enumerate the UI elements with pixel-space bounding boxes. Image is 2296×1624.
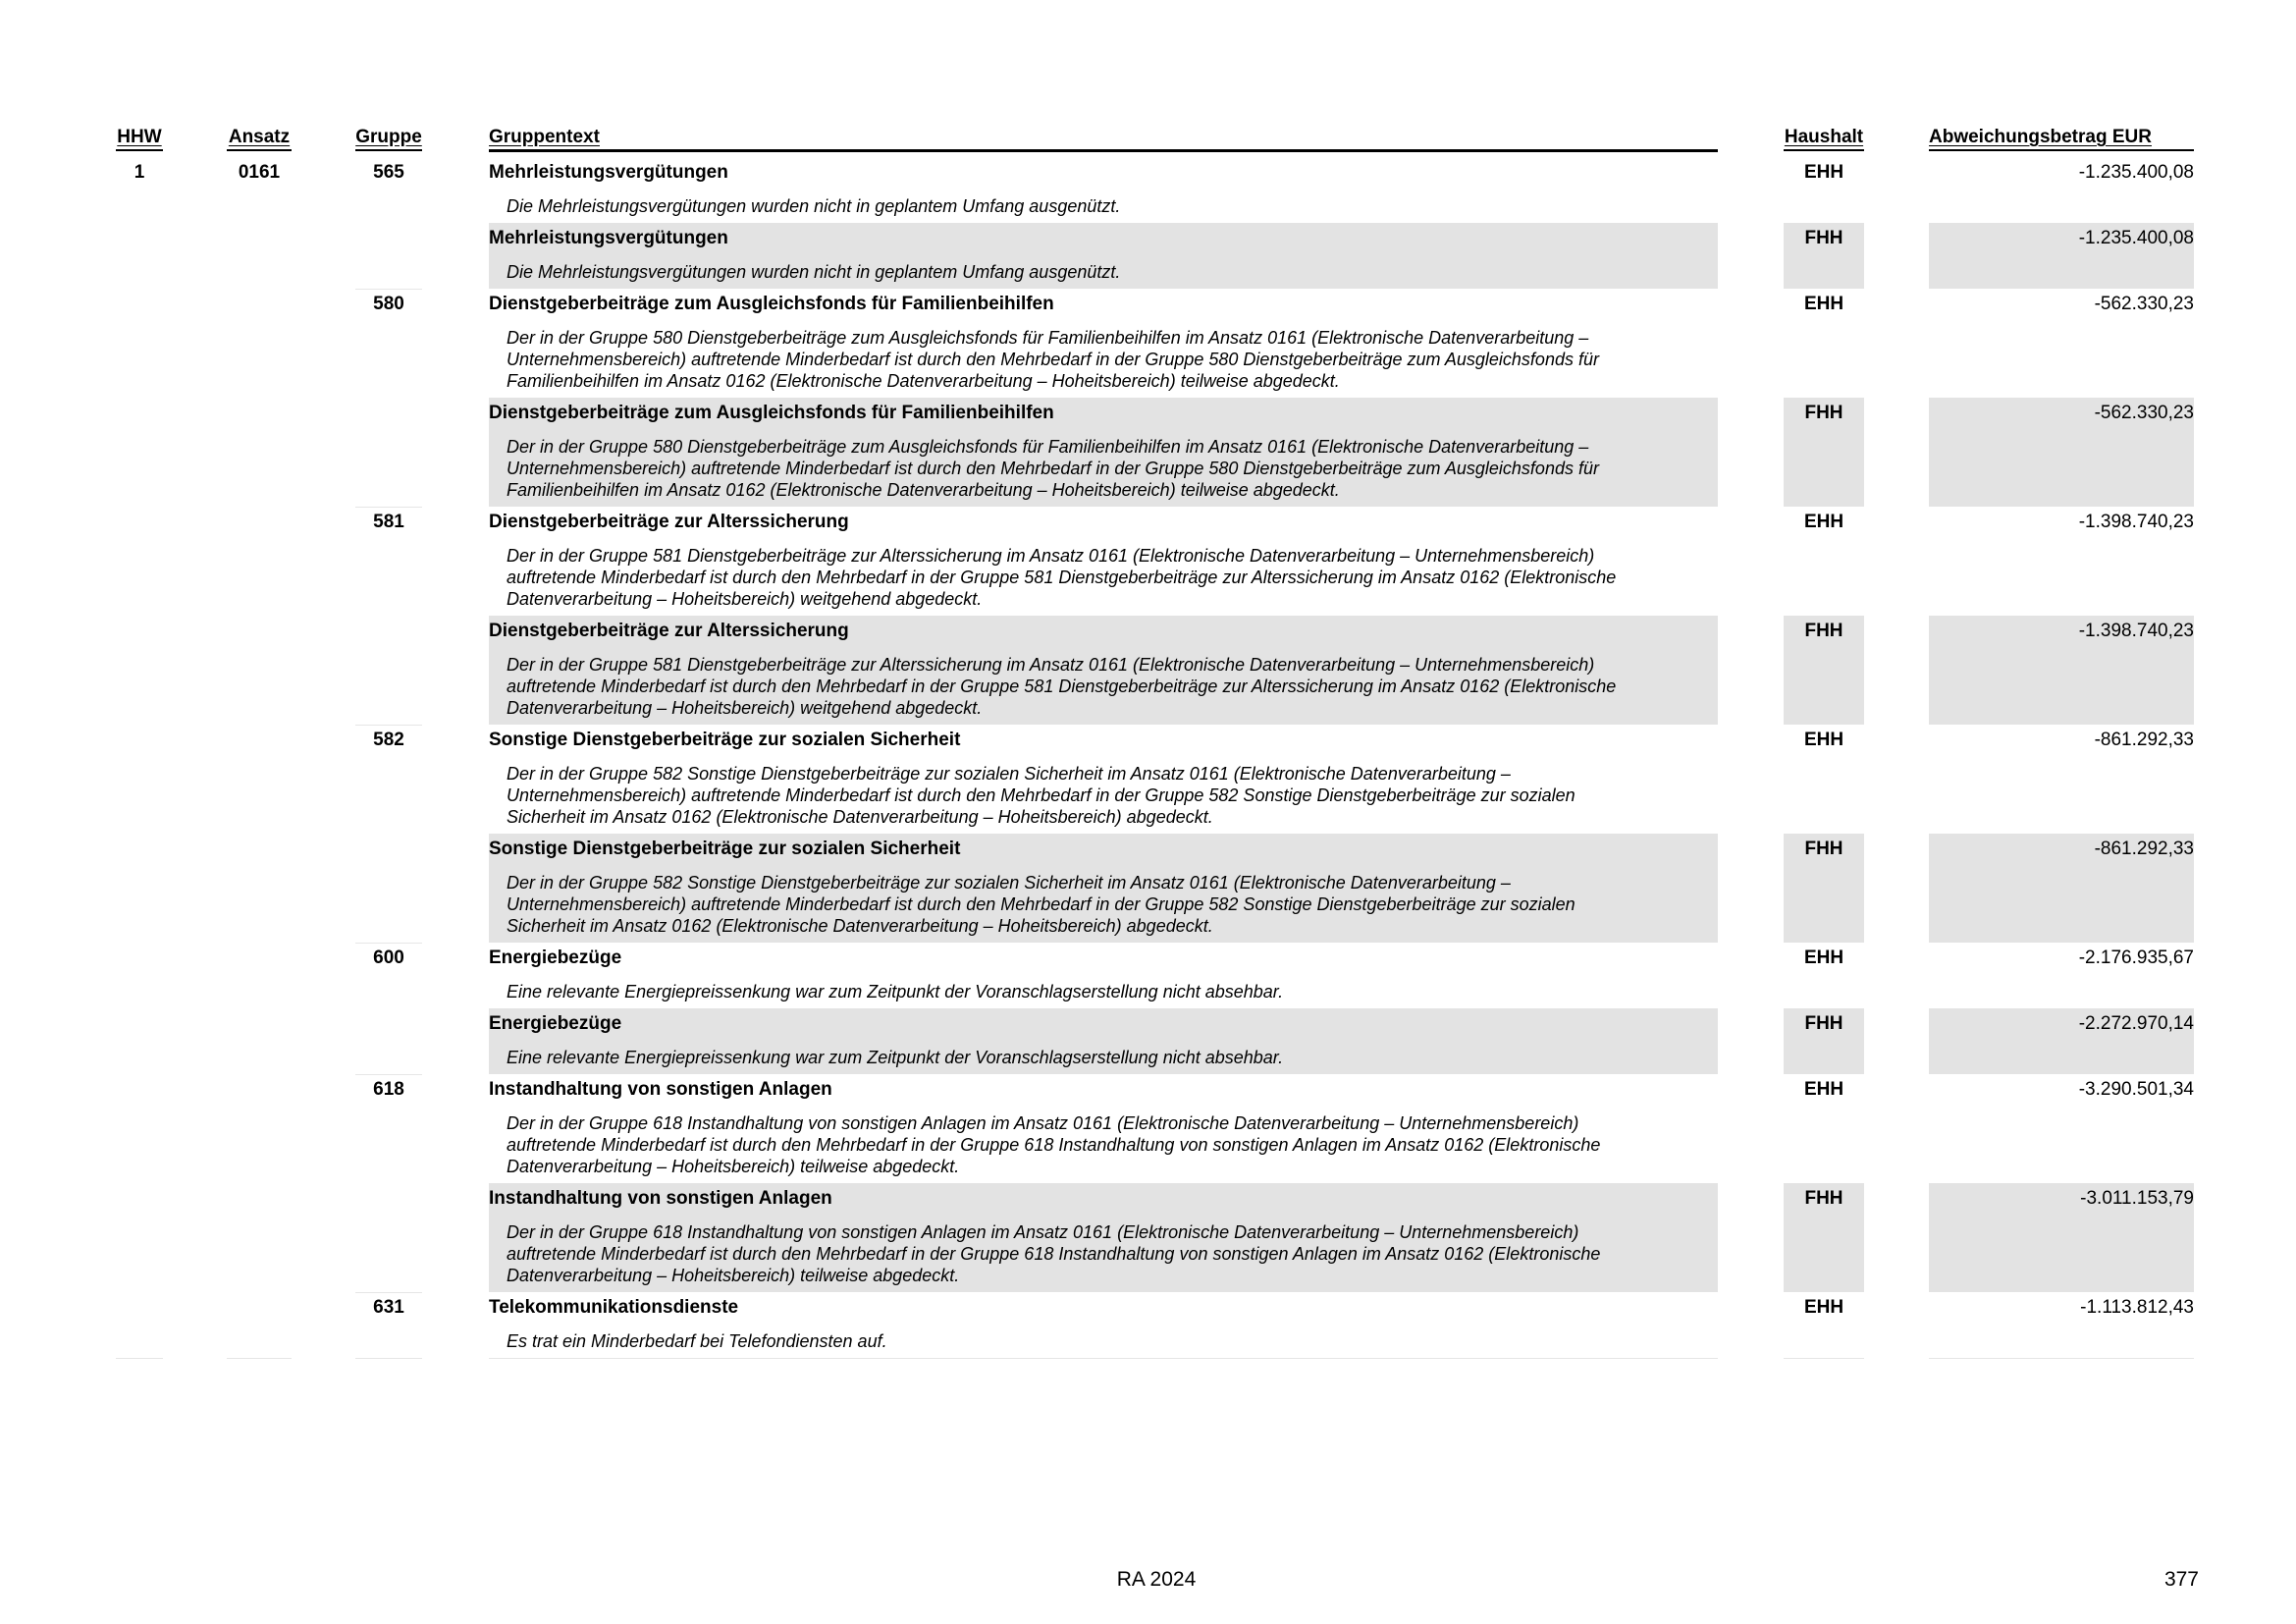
group-title: Mehrleistungsvergütungen xyxy=(489,228,728,248)
group-description-line: Der in der Gruppe 581 Dienstgeberbeiträge zur Alterssicherung im Ansatz 0161 (Elektronische Datenverarbeitung – Unternehmensbereich) xyxy=(507,546,1595,566)
haushalt-cell: EHH xyxy=(1803,1079,1844,1100)
group-description-line: Die Mehrleistungsvergütungen wurden nicht in geplantem Umfang ausgenützt. xyxy=(507,196,1121,216)
gruppe-cell: 580 xyxy=(373,294,404,314)
group-description-line: Unternehmensbereich) auftretende Minderbedarf ist durch den Mehrbedarf in der Gruppe 582 Sonstige Dienstgeberbeiträge zur sozialen xyxy=(507,894,1575,914)
table-row xyxy=(0,1292,2296,1358)
table-row xyxy=(0,398,2296,507)
group-title: Dienstgeberbeiträge zum Ausgleichsfonds für Familienbeihilfen xyxy=(489,294,1054,314)
table-end-line xyxy=(116,1358,163,1359)
table-row xyxy=(0,507,2296,616)
amount-cell: -1.235.400,08 xyxy=(2078,162,2194,183)
group-title: Dienstgeberbeiträge zum Ausgleichsfonds für Familienbeihilfen xyxy=(489,403,1054,423)
table-row xyxy=(0,223,2296,289)
amount-cell: -861.292,33 xyxy=(2094,730,2194,750)
group-title: Instandhaltung von sonstigen Anlagen xyxy=(489,1188,832,1209)
group-description-line: Unternehmensbereich) auftretende Minderbedarf ist durch den Mehrbedarf in der Gruppe 582 Sonstige Dienstgeberbeiträge zur sozialen xyxy=(507,785,1575,805)
group-description-line: Sicherheit im Ansatz 0162 (Elektronische Datenverarbeitung – Hoheitsbereich) abgedeckt. xyxy=(507,807,1213,827)
haushalt-cell: EHH xyxy=(1803,294,1844,314)
group-title: Energiebezüge xyxy=(489,1013,622,1034)
group-description-line: Datenverarbeitung – Hoheitsbereich) teilweise abgedeckt. xyxy=(507,1157,960,1176)
haushalt-cell: EHH xyxy=(1803,1297,1844,1318)
amount-cell: -1.398.740,23 xyxy=(2078,621,2194,641)
amount-cell: -1.113.812,43 xyxy=(2080,1297,2194,1318)
group-description-line: Eine relevante Energiepreissenkung war zum Zeitpunkt der Voranschlagserstellung nicht absehbar. xyxy=(507,1048,1284,1067)
haushalt-cell: FHH xyxy=(1804,403,1843,423)
header-haushalt: Haushalt xyxy=(1784,126,1864,151)
table-row xyxy=(0,289,2296,398)
gruppe-cell: 618 xyxy=(373,1079,404,1100)
group-description-line: Eine relevante Energiepreissenkung war zum Zeitpunkt der Voranschlagserstellung nicht absehbar. xyxy=(507,982,1284,1001)
group-description-line: Sicherheit im Ansatz 0162 (Elektronische Datenverarbeitung – Hoheitsbereich) abgedeckt. xyxy=(507,916,1213,936)
amount-cell: -562.330,23 xyxy=(2094,403,2194,423)
group-title: Sonstige Dienstgeberbeiträge zur sozialen Sicherheit xyxy=(489,730,961,750)
table-row xyxy=(0,616,2296,725)
group-title: Mehrleistungsvergütungen xyxy=(489,162,728,183)
amount-cell: -3.011.153,79 xyxy=(2080,1188,2194,1209)
haushalt-cell: FHH xyxy=(1804,621,1843,641)
table-end-line xyxy=(489,1358,1718,1359)
haushalt-cell: EHH xyxy=(1803,947,1844,968)
table-row xyxy=(0,725,2296,834)
group-separator xyxy=(355,943,422,944)
amount-cell: -2.176.935,67 xyxy=(2078,947,2194,968)
footer-title: RA 2024 xyxy=(1116,1568,1197,1591)
hhw-cell: 1 xyxy=(133,162,145,183)
group-description-line: Es trat ein Minderbedarf bei Telefondiensten auf. xyxy=(507,1331,887,1351)
amount-cell: -562.330,23 xyxy=(2094,294,2194,314)
header-abweichungsbetrag: Abweichungsbetrag EUR xyxy=(1929,126,2194,151)
header-gruppentext: Gruppentext xyxy=(489,126,1718,152)
table-end-line xyxy=(1929,1358,2194,1359)
group-description-line: Datenverarbeitung – Hoheitsbereich) weitgehend abgedeckt. xyxy=(507,589,983,609)
table-row xyxy=(0,1074,2296,1183)
group-description-line: auftretende Minderbedarf ist durch den Mehrbedarf in der Gruppe 581 Dienstgeberbeiträge zur Alterssicherung im Ansatz 0162 (Elektronische xyxy=(507,568,1617,587)
group-description-line: Familienbeihilfen im Ansatz 0162 (Elektronische Datenverarbeitung – Hoheitsbereich) teilweise abgedeckt. xyxy=(507,480,1340,500)
group-description-line: Der in der Gruppe 582 Sonstige Dienstgeberbeiträge zur sozialen Sicherheit im Ansatz 0161 (Elektronische Datenverarbeitung – xyxy=(507,873,1511,893)
group-title: Sonstige Dienstgeberbeiträge zur sozialen Sicherheit xyxy=(489,839,961,859)
amount-cell: -1.235.400,08 xyxy=(2078,228,2194,248)
table-row xyxy=(0,834,2296,943)
amount-cell: -1.398.740,23 xyxy=(2078,512,2194,532)
group-description-line: Der in der Gruppe 582 Sonstige Dienstgeberbeiträge zur sozialen Sicherheit im Ansatz 0161 (Elektronische Datenverarbeitung – xyxy=(507,764,1511,784)
group-title: Dienstgeberbeiträge zur Alterssicherung xyxy=(489,621,849,641)
group-title: Instandhaltung von sonstigen Anlagen xyxy=(489,1079,832,1100)
group-description-line: Der in der Gruppe 618 Instandhaltung von sonstigen Anlagen im Ansatz 0161 (Elektronische Datenverarbeitung – Unternehmensbereich) xyxy=(507,1113,1579,1133)
ansatz-cell: 0161 xyxy=(238,162,281,183)
header-hhw: HHW xyxy=(116,126,163,151)
group-separator xyxy=(355,1292,422,1293)
group-description-line: Der in der Gruppe 580 Dienstgeberbeiträge zum Ausgleichsfonds für Familienbeihilfen im Ansatz 0161 (Elektronische Datenverarbeitung – xyxy=(507,437,1589,457)
group-description-line: auftretende Minderbedarf ist durch den Mehrbedarf in der Gruppe 618 Instandhaltung von sonstigen Anlagen im Ansatz 0162 (Elektronische xyxy=(507,1135,1601,1155)
group-description-line: Familienbeihilfen im Ansatz 0162 (Elektronische Datenverarbeitung – Hoheitsbereich) teilweise abgedeckt. xyxy=(507,371,1340,391)
group-separator xyxy=(355,507,422,508)
amount-cell: -861.292,33 xyxy=(2094,839,2194,859)
header-ansatz: Ansatz xyxy=(227,126,292,151)
gruppe-cell: 581 xyxy=(373,512,404,532)
group-title: Dienstgeberbeiträge zur Alterssicherung xyxy=(489,512,849,532)
haushalt-cell: FHH xyxy=(1804,1188,1843,1209)
haushalt-cell: EHH xyxy=(1803,162,1844,183)
table-end-line xyxy=(1784,1358,1864,1359)
table-row xyxy=(0,1008,2296,1074)
group-description-line: Der in der Gruppe 580 Dienstgeberbeiträge zum Ausgleichsfonds für Familienbeihilfen im Ansatz 0161 (Elektronische Datenverarbeitung – xyxy=(507,328,1589,348)
group-description-line: Unternehmensbereich) auftretende Minderbedarf ist durch den Mehrbedarf in der Gruppe 580 Dienstgeberbeiträge zum Ausgleichsfonds für xyxy=(507,350,1599,369)
table-row xyxy=(0,1183,2296,1292)
amount-cell: -3.290.501,34 xyxy=(2078,1079,2194,1100)
group-description-line: Datenverarbeitung – Hoheitsbereich) weitgehend abgedeckt. xyxy=(507,698,983,718)
table-row xyxy=(0,943,2296,1008)
haushalt-cell: EHH xyxy=(1803,730,1844,750)
haushalt-cell: FHH xyxy=(1804,839,1843,859)
group-description-line: Datenverarbeitung – Hoheitsbereich) teilweise abgedeckt. xyxy=(507,1266,960,1285)
group-description-line: auftretende Minderbedarf ist durch den Mehrbedarf in der Gruppe 581 Dienstgeberbeiträge zur Alterssicherung im Ansatz 0162 (Elektronische xyxy=(507,677,1617,696)
gruppe-cell: 582 xyxy=(373,730,404,750)
amount-cell: -2.272.970,14 xyxy=(2078,1013,2194,1034)
haushalt-cell: FHH xyxy=(1804,228,1843,248)
group-description-line: Die Mehrleistungsvergütungen wurden nicht in geplantem Umfang ausgenützt. xyxy=(507,262,1121,282)
table-end-line xyxy=(355,1358,422,1359)
gruppe-cell: 600 xyxy=(373,947,404,968)
table-end-line xyxy=(227,1358,292,1359)
haushalt-cell: EHH xyxy=(1803,512,1844,532)
group-description-line: Der in der Gruppe 581 Dienstgeberbeiträge zur Alterssicherung im Ansatz 0161 (Elektronische Datenverarbeitung – Unternehmensbereich) xyxy=(507,655,1595,675)
gruppe-cell: 631 xyxy=(373,1297,404,1318)
group-separator xyxy=(355,725,422,726)
group-description-line: Unternehmensbereich) auftretende Minderbedarf ist durch den Mehrbedarf in der Gruppe 580 Dienstgeberbeiträge zum Ausgleichsfonds für xyxy=(507,459,1599,478)
group-separator xyxy=(355,1074,422,1075)
group-title: Telekommunikationsdienste xyxy=(489,1297,739,1318)
haushalt-cell: FHH xyxy=(1804,1013,1843,1034)
group-title: Energiebezüge xyxy=(489,947,622,968)
header-gruppe: Gruppe xyxy=(355,126,422,151)
table-row xyxy=(0,157,2296,223)
group-description-line: auftretende Minderbedarf ist durch den Mehrbedarf in der Gruppe 618 Instandhaltung von sonstigen Anlagen im Ansatz 0162 (Elektronische xyxy=(507,1244,1601,1264)
group-separator xyxy=(355,289,422,290)
group-description-line: Der in der Gruppe 618 Instandhaltung von sonstigen Anlagen im Ansatz 0161 (Elektronische Datenverarbeitung – Unternehmensbereich) xyxy=(507,1222,1579,1242)
gruppe-cell: 565 xyxy=(373,162,404,183)
page-number: 377 xyxy=(2163,1568,2199,1591)
